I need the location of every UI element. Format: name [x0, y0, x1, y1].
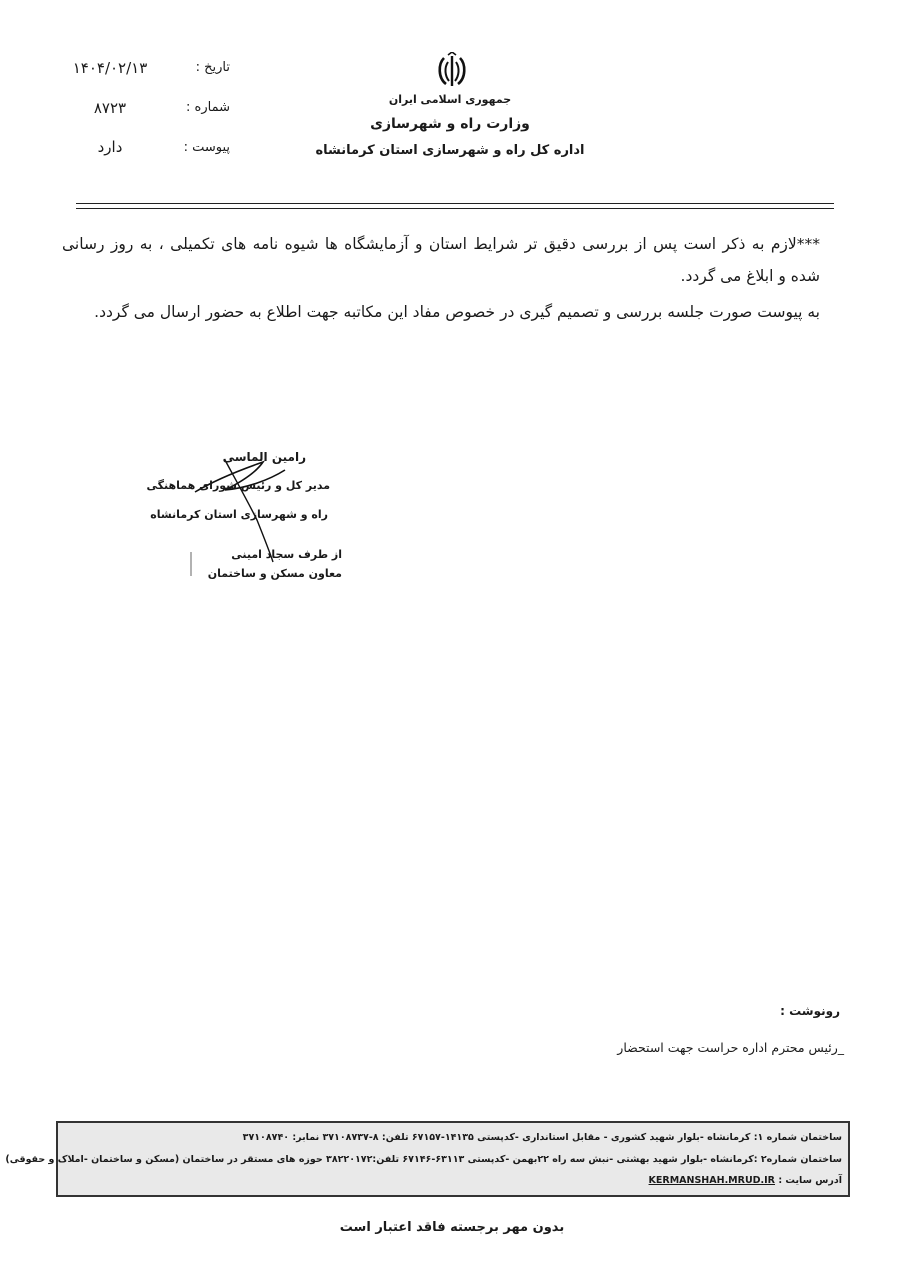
header-divider-bottom [76, 208, 834, 209]
cc-label: رونوشت : [780, 1004, 840, 1018]
header-country: جمهوری اسلامی ایران [388, 93, 512, 106]
cc-line-1: _رئیس محترم اداره حراست جهت استحضار [617, 1040, 844, 1055]
website-link[interactable]: KERMANSHAH.MRUD.IR [648, 1175, 776, 1186]
iran-emblem-icon [434, 52, 470, 90]
attachment-value: دارد [97, 138, 123, 156]
footer-building-2: ساختمان شماره۲ :کرمانشاه -بلوار شهید بهشتی -نبش سه راه ۲۲بهمن -کدپستی ۶۳۱۱۳-۶۷۱۴۶ تلفن:۳۸۲۲۰۱۷۲ حوزه های مستقر در ساختمان (مسکن و ساختمان -املاک و حقوقی) [5, 1154, 842, 1165]
website-label: آدرس سایت : [778, 1175, 842, 1186]
signatory-title-1: مدیر کل و رئیس شورای هماهنگی [146, 479, 330, 492]
footer-address-box [5, 1121, 850, 1197]
attachment-label: پیوست : [183, 140, 230, 155]
signatory-name: رامین الماسی [222, 450, 306, 464]
validity-note: بدون مهر برجسته فاقد اعتبار است [339, 1220, 565, 1235]
header-department: اداره کل راه و شهرسازی استان کرمانشاه [315, 143, 585, 158]
date-label: تاریخ : [195, 60, 230, 75]
signatory-proxy-title: معاون مسکن و ساختمان [207, 567, 342, 580]
body-paragraph-1: ***لازم به ذکر است پس از بررسی دقیق تر شرایط استان و آزمایشگاه ها شیوه نامه های تکمیلی ، به روز رسانی شده و ابلاغ می گردد. [62, 235, 820, 285]
header-ministry: وزارت راه و شهرسازی [370, 116, 530, 132]
footer-building-1: ساختمان شماره ۱: کرمانشاه -بلوار شهید کشوری - مقابل استانداری -کدپستی ۱۴۱۳۵-۶۷۱۵۷ تلفن: ۸-۳۷۱۰۸۷۳۷ نمابر: ۳۷۱۰۸۷۴۰ [242, 1132, 842, 1143]
number-label: شماره : [186, 100, 230, 115]
footer-website-row [649, 1175, 842, 1186]
body-paragraph-2: به پیوست صورت جلسه بررسی و تصمیم گیری در خصوص مفاد این مکاتبه جهت اطلاع به حضور ارسال می گردد. [94, 303, 820, 321]
signatory-title-2: راه و شهرسازی استان کرمانشاه [150, 508, 328, 521]
date-value: ۱۴۰۴/۰۲/۱۳ [72, 59, 148, 77]
number-value: ۸۷۲۳ [93, 99, 127, 117]
header-divider-top [76, 203, 834, 204]
signatory-proxy: از طرف سجاد امینی [231, 548, 342, 561]
